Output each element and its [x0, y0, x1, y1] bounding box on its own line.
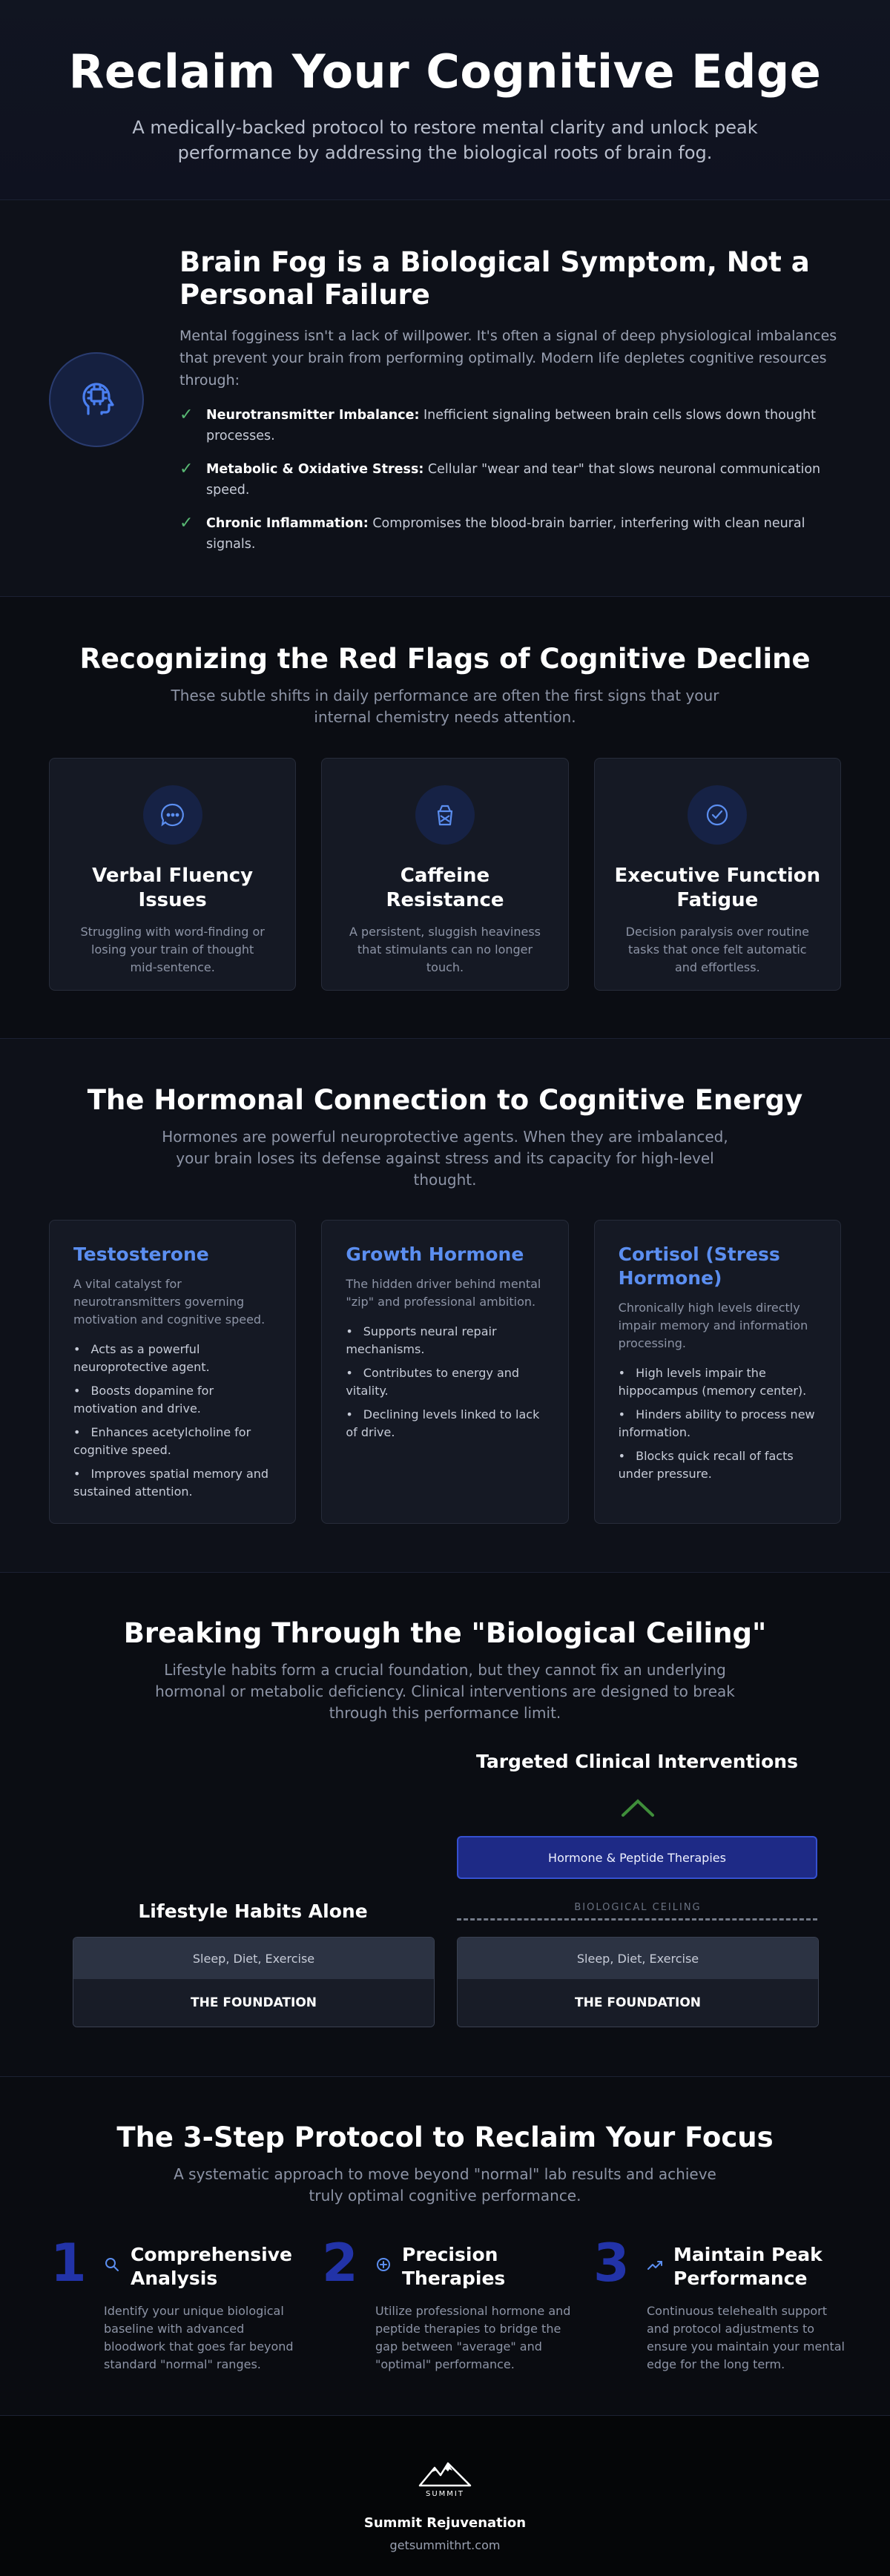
- list-item: • Improves spatial memory and sustained attention.: [73, 1465, 271, 1501]
- biological-symptom-content: [179, 246, 847, 567]
- hormone-benefits: [346, 1323, 544, 1441]
- step-number: 2: [322, 2233, 358, 2293]
- red-flag-text: A persistent, sluggish heaviness that stimulants can no longer touch.: [349, 925, 541, 974]
- red-flags-title: Recognizing the Red Flags of Cognitive Decline: [79, 643, 811, 675]
- ceiling-label: BIOLOGICAL CEILING: [564, 1902, 712, 1913]
- ceiling-title: Breaking Through the "Biological Ceiling": [123, 1617, 767, 1649]
- hormone-cards: [49, 1220, 841, 1524]
- hero-subtitle: A medically-backed protocol to restore mental clarity and unlock peak performance by addressing the biological roots of brain fog.: [132, 117, 758, 163]
- biological-ceiling-section: [0, 1573, 890, 2077]
- brain-icon: [49, 352, 144, 447]
- ceiling-subtitle: Lifestyle habits form a crucial foundation, but they cannot fix an underlying hormonal or metabolic deficiency. Clinical interventions are designed to break through this performance limit.: [155, 1661, 735, 1722]
- red-flags-section: [0, 597, 890, 1039]
- hormone-description: The hidden driver behind mental "zip" and professional ambition.: [346, 1277, 541, 1309]
- step-title: Maintain Peak Performance: [673, 2244, 823, 2289]
- check-icon: ✓: [179, 460, 194, 478]
- footer: [0, 2416, 890, 2576]
- red-flags-subtitle: These subtle shifts in daily performance are often the first signs that your internal chemistry needs attention.: [171, 687, 719, 726]
- red-flag-card: [594, 758, 841, 991]
- hormone-card-growth-hormone: [321, 1220, 568, 1524]
- chevron-up-icon: [619, 1797, 656, 1819]
- red-flag-card: [49, 758, 296, 991]
- ceiling-line: [457, 1918, 817, 1921]
- list-item: • Blocks quick recall of facts under pressure.: [619, 1447, 817, 1483]
- red-flag-card: [321, 758, 568, 991]
- list-item: • Contributes to energy and vitality.: [346, 1364, 544, 1400]
- step-number: 3: [593, 2233, 630, 2293]
- list-item: [179, 405, 847, 446]
- plus-circle-icon: [375, 2256, 392, 2273]
- logo-text: SUMMIT: [426, 2490, 464, 2498]
- list-item: • High levels impair the hippocampus (memory center).: [619, 1364, 817, 1400]
- interventions-stack: [457, 1937, 819, 2027]
- hormone-title: Growth Hormone: [346, 1244, 524, 1265]
- foundation-layer: THE FOUNDATION: [73, 1979, 434, 2027]
- step-text: Continuous telehealth support and protocol adjustments to ensure you maintain your mental edge for the long term.: [647, 2304, 845, 2371]
- list-item: [179, 513, 847, 555]
- biological-symptom-title: Brain Fog is a Biological Symptom, Not a Personal Failure: [179, 246, 810, 311]
- cause-text: Cellular "wear and tear" that slows neuronal communication speed.: [206, 462, 821, 498]
- speech-bubble-icon: [143, 785, 202, 845]
- step-text: Identify your unique biological baseline with advanced bloodwork that goes far beyond standard "normal" ranges.: [104, 2304, 294, 2371]
- hero-title: Reclaim Your Cognitive Edge: [68, 44, 822, 99]
- lifestyle-title: Lifestyle Habits Alone: [138, 1900, 368, 1922]
- coffee-cup-icon: [415, 785, 475, 845]
- step-number: 1: [50, 2233, 87, 2293]
- list-item: • Boosts dopamine for motivation and drive.: [73, 1382, 271, 1418]
- list-item: [179, 459, 847, 501]
- cause-label: Neurotransmitter Imbalance:: [206, 408, 420, 423]
- cause-text: Inefficient signaling between brain cells slows down thought processes.: [206, 408, 816, 443]
- list-item: • Enhances acetylcholine for cognitive speed.: [73, 1424, 271, 1459]
- biological-symptom-intro: Mental fogginess isn't a lack of willpower. It's often a signal of deep physiological imbalances that prevent your brain from performing optimally. Modern life depletes cognitive resources through:: [179, 328, 837, 389]
- footer-brand: Summit Rejuvenation: [363, 2515, 527, 2531]
- list-item: • Supports neural repair mechanisms.: [346, 1323, 544, 1358]
- red-flag-title: Caffeine Resistance: [386, 865, 504, 911]
- list-item: • Declining levels linked to lack of drive.: [346, 1406, 544, 1441]
- protocol-title: The 3-Step Protocol to Reclaim Your Focus: [116, 2121, 774, 2153]
- hormone-card-testosterone: [49, 1220, 296, 1524]
- red-flag-cards: [49, 758, 841, 991]
- check-icon: ✓: [179, 514, 194, 532]
- step-title: Precision Therapies: [402, 2244, 506, 2289]
- magnifier-icon: [104, 2256, 120, 2273]
- hormone-card-cortisol: [594, 1220, 841, 1524]
- check-icon: ✓: [179, 406, 194, 424]
- red-flag-title: Executive Function Fatigue: [614, 865, 821, 911]
- hormonal-connection-section: [0, 1039, 890, 1573]
- cause-text: Compromises the blood-brain barrier, interfering with clean neural signals.: [206, 516, 805, 552]
- cause-label: Chronic Inflammation:: [206, 516, 369, 531]
- red-flag-text: Decision paralysis over routine tasks that once felt automatic and effortless.: [625, 925, 809, 974]
- protocol-subtitle: A systematic approach to move beyond "normal" lab results and achieve truly optimal cognitive performance.: [174, 2165, 716, 2205]
- step-text: Utilize professional hormone and peptide therapies to bridge the gap between "average" and "optimal" performance.: [375, 2304, 571, 2371]
- protocol-section: [0, 2077, 890, 2416]
- red-flag-text: Struggling with word-finding or losing your train of thought mid-sentence.: [80, 925, 265, 974]
- hormone-title: Testosterone: [73, 1244, 209, 1265]
- list-item: • Hinders ability to process new information.: [619, 1406, 817, 1441]
- footer-website-link[interactable]: getsummithrt.com: [389, 2538, 501, 2552]
- trend-up-icon: [647, 2256, 663, 2273]
- therapies-box: Hormone & Peptide Therapies: [457, 1836, 817, 1879]
- hormonal-title: The Hormonal Connection to Cognitive Energy: [87, 1084, 803, 1116]
- red-flag-title: Verbal Fluency Issues: [92, 865, 254, 911]
- hormonal-subtitle: Hormones are powerful neuroprotective agents. When they are imbalanced, your brain loses its defense against stress and its capacity for high-level thought.: [162, 1128, 728, 1189]
- lifestyle-stack: [73, 1937, 435, 2027]
- hormone-title: Cortisol (Stress Hormone): [618, 1244, 780, 1289]
- hormone-description: Chronically high levels directly impair memory and information processing.: [618, 1301, 808, 1350]
- habits-layer: Sleep, Diet, Exercise: [73, 1938, 434, 1979]
- cause-label: Metabolic & Oxidative Stress:: [206, 462, 424, 477]
- foundation-layer: THE FOUNDATION: [458, 1979, 818, 2027]
- list-item: • Acts as a powerful neuroprotective agent.: [73, 1341, 271, 1376]
- hormone-benefits: [619, 1364, 817, 1483]
- biological-symptom-section: [0, 200, 890, 597]
- hormone-benefits: [73, 1341, 271, 1501]
- check-circle-icon: [688, 785, 747, 845]
- hormone-description: A vital catalyst for neurotransmitters governing motivation and cognitive speed.: [73, 1277, 266, 1327]
- cause-list: [179, 405, 847, 555]
- hero-section: [0, 0, 890, 200]
- habits-layer: Sleep, Diet, Exercise: [458, 1938, 818, 1979]
- interventions-title: Targeted Clinical Interventions: [476, 1751, 798, 1772]
- step-title: Comprehensive Analysis: [131, 2244, 293, 2289]
- summit-logo[interactable]: [415, 2454, 475, 2499]
